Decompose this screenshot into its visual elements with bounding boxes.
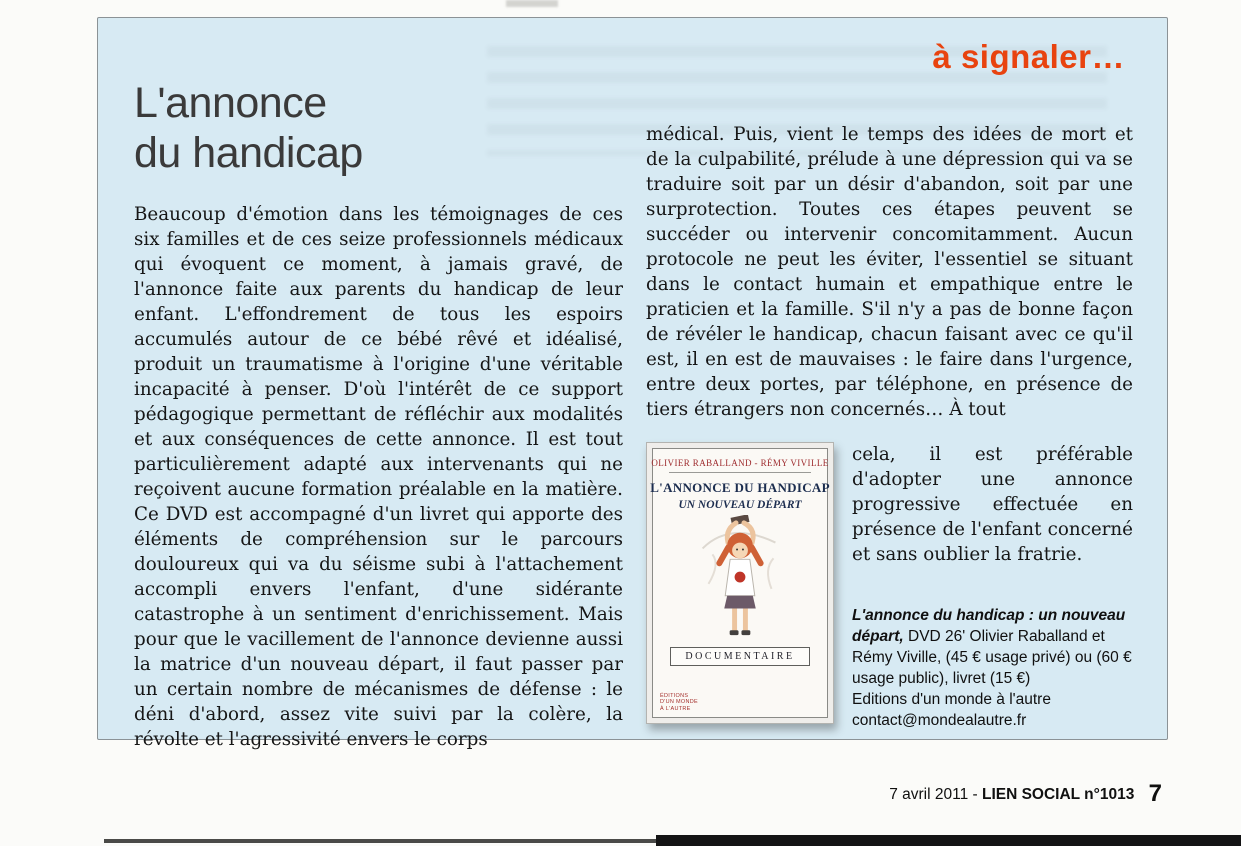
dvd-authors: OLIVIER RABALLAND - RÉMY VIVILLE — [651, 458, 829, 468]
dvd-rule-divider — [669, 472, 812, 473]
dvd-caption — [852, 605, 1133, 731]
dvd-publisher-line3: À L'AUTRE — [660, 705, 691, 712]
article-body-right-part2: cela, il est préférable d'adopter une annonce progressive effectuée en présence de l'enfant concerné et sans oublier la fratrie. — [852, 444, 1133, 565]
footer-date: 7 avril 2011 - — [889, 786, 978, 803]
caption-publisher: Editions d'un monde à l'autre — [852, 691, 1051, 708]
article-body-right-part1: médical. Puis, vient le temps des idées de mort et de la culpabilité, prélude à une dépression qui va se traduire soit par un désir d'abandon, soit par une surprotection. Toutes ces étapes peuvent se succéder ou intervenir concomitamment. Aucun protocole ne peut les éviter, l'essentiel se situant dans le contact humain et empathique entre le praticien et la famille. S'il n'y a pas de bonne façon de révéler le handicap, chacun faisant avec ce qu'il est, il en est de mauvaises : le faire dans l'urgence, entre deux portes, par téléphone, en présence de tiers étrangers non concernés… À tout — [646, 124, 1133, 420]
dvd-title: L'ANNONCE DU HANDICAP — [650, 480, 830, 495]
footer-page-number: 7 — [1148, 780, 1162, 807]
dvd-cover-illustration — [681, 515, 799, 643]
dvd-publisher-line2: D'UN MONDE — [660, 699, 698, 705]
caption-details: DVD 26' Olivier Raballand et Rémy Viville, (45 € usage privé) ou (60 € usage public), livret (15 €) — [852, 628, 1132, 687]
scan-smudge-artifact — [506, 0, 558, 7]
text-beside-dvd — [834, 442, 1133, 731]
footer-journal-name: LIEN SOCIAL n°1013 — [981, 786, 1135, 803]
article-title-line2: du handicap — [134, 129, 363, 177]
caption-title: L'annonce du handicap : un nouveau départ, — [852, 607, 1126, 645]
article-panel — [97, 17, 1168, 750]
dvd-genre-label: DOCUMENTAIRE — [670, 647, 809, 666]
caption-email: contact@mondealautre.fr — [852, 712, 1027, 729]
scan-edge-bar-right — [656, 835, 1241, 846]
article-left-column — [134, 78, 623, 752]
dvd-cover — [646, 442, 834, 724]
dvd-media-row — [646, 442, 1133, 731]
scan-edge-bar-left — [104, 839, 656, 843]
dvd-subtitle: UN NOUVEAU DÉPART — [678, 499, 802, 511]
section-label: à signaler… — [932, 38, 1125, 75]
article-title-line1: L'annonce — [134, 79, 327, 127]
dvd-cover-inner — [652, 448, 828, 718]
dvd-publisher-line1: ÉDITIONS — [660, 692, 689, 699]
dvd-publisher-logo — [660, 693, 698, 713]
article-title — [134, 78, 623, 178]
page-footer — [889, 780, 1162, 808]
article-body-left: Beaucoup d'émotion dans les témoignages de ces six familles et de ces seize professionnels médicaux qui évoquent ce moment, à jamais gravé, de l'annonce faite aux parents du handicap de leur enfant. L'effondrement de tous les espoirs accumulés autour de ce bébé rêvé et idéalisé, produit un traumatisme à l'origine d'une véritable incapacité à penser. D'où l'intérêt de ce support pédagogique permettant de réfléchir aux modalités et aux conséquences de cette annonce. Il est tout particulièrement adapté aux intervenants qui ne reçoivent aucune formation préalable en la matière. Ce DVD est accompagné d'un livret qui apporte des éléments de compréhension sur le parcours douloureux qui va du séisme subi à l'attachement accompli envers l'enfant, d'une sidérante catastrophe à un sentiment d'enrichissement. Mais pour que le vacillement de l'annonce devienne aussi la matrice d'un nouveau départ, il faut passer par un certain nombre de mécanismes de défense : le déni d'abord, assez vite suivi par la colère, la révolte et l'agressivité envers le corps — [134, 204, 623, 750]
article-right-column — [646, 122, 1133, 731]
